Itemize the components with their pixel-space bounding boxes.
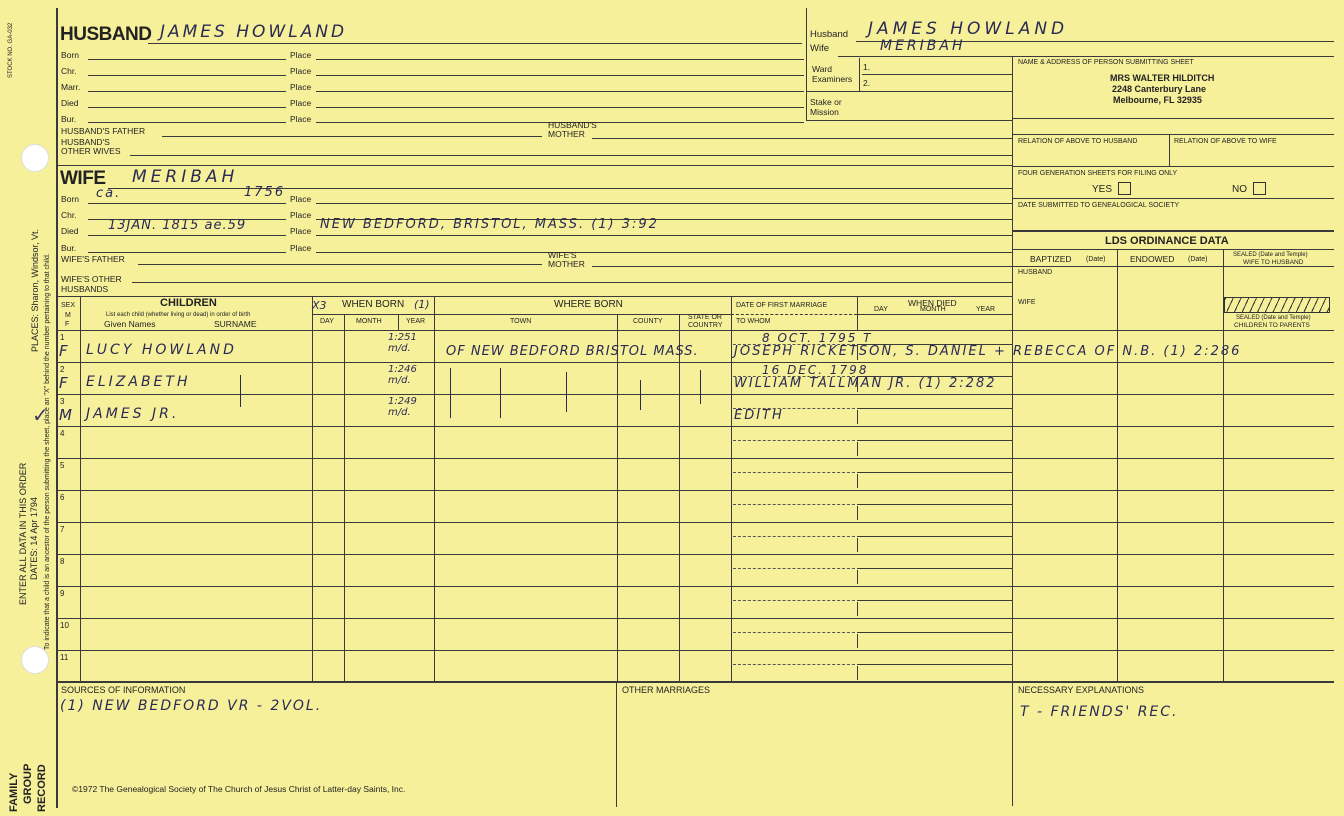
state-label-1: STATE OR: [688, 314, 722, 321]
lds-row-divider: [1012, 554, 1334, 555]
form-title-3: RECORD: [36, 764, 48, 812]
spouse-name[interactable]: EDITH: [734, 408, 784, 423]
sealed-wife-label-1: SEALED (Date and Temple): [1233, 252, 1308, 258]
died-month-label: MONTH: [920, 306, 946, 313]
wife-mother-label-2: MOTHER: [548, 259, 585, 269]
child-number: 11: [60, 653, 69, 662]
other-marriages-label: OTHER MARRIAGES: [622, 685, 711, 695]
child-born[interactable]: 1:249 m/d.: [388, 396, 417, 418]
died-divider: [857, 538, 858, 552]
born-month-label: MONTH: [356, 318, 382, 325]
child-number: 8: [60, 557, 65, 566]
form-title-1: FAMILY: [8, 772, 20, 812]
spouse-name[interactable]: JOSEPH RICKETSON, S. DANIEL + REBECCA OF N.B. (1) 2:286: [734, 344, 1242, 359]
necessary-explanations-label: NECESSARY EXPLANATIONS: [1018, 685, 1145, 695]
submitter-city: Melbourne, FL 32935: [1113, 95, 1202, 105]
wife-other-husbands-label-1: WIFE'S OTHER: [61, 274, 122, 284]
child-row-divider: [56, 554, 1012, 555]
child-name[interactable]: ELIZABETH: [86, 374, 191, 390]
sex-m-label: M: [65, 312, 71, 319]
child-name[interactable]: JAMES JR.: [86, 406, 180, 422]
examiner-1: 1.: [863, 62, 871, 72]
wife-born-value[interactable]: ca.: [96, 186, 122, 201]
husband-chr-place-label: Place: [290, 66, 312, 76]
marriage-date-line: [733, 632, 855, 633]
stock-number: STOCK NO. GA-032: [8, 22, 14, 78]
wife-born-label: Born: [61, 194, 79, 204]
ward-label: Ward: [812, 64, 832, 74]
spouse-name[interactable]: WILLIAM TALLMAN JR. (1) 2:282: [734, 376, 997, 391]
died-upper-line: [857, 600, 1012, 601]
lds-row-divider: [1012, 618, 1334, 619]
died-upper-line: [857, 472, 1012, 473]
marriage-date[interactable]: 16 DEC. 1798: [762, 363, 869, 377]
box-husband-value[interactable]: JAMES HOWLAND: [868, 19, 1069, 39]
child-number: 3: [60, 397, 65, 406]
died-divider: [857, 442, 858, 456]
wife-born-year[interactable]: 1756: [244, 185, 286, 200]
lds-title: LDS ORDINANCE DATA: [1105, 235, 1229, 247]
husband-born-label: Born: [61, 50, 79, 60]
husband-marr-label: Marr.: [61, 82, 81, 92]
no-label: NO: [1232, 184, 1247, 195]
lds-row-divider: [1012, 394, 1334, 395]
died-divider: [857, 570, 858, 584]
died-upper-line: [857, 536, 1012, 537]
children-label: CHILDREN: [160, 297, 217, 309]
necessary-explanations-value[interactable]: T - FRIENDS' REC.: [1020, 704, 1179, 720]
wife-label: WIFE: [60, 168, 106, 189]
child-number: 10: [60, 621, 69, 630]
examiner-2: 2.: [863, 78, 871, 88]
ancestor-check-mark: ✓: [32, 403, 49, 427]
marriage-date-line: [733, 536, 855, 537]
when-born-label: WHEN BORN: [342, 299, 405, 310]
submitter-label: NAME & ADDRESS OF PERSON SUBMITTING SHEET: [1018, 59, 1194, 66]
husband-other-wives-label-1: HUSBAND'S: [61, 137, 110, 147]
husband-father-label: HUSBAND'S FATHER: [61, 126, 146, 136]
surname-label: SURNAME: [214, 319, 257, 329]
sealed-children-label-2: CHILDREN TO PARENTS: [1234, 322, 1310, 329]
child-row-divider: [56, 426, 1012, 427]
marriage-date-line: [733, 568, 855, 569]
dates-note: DATES: 14 Apr 1794: [29, 497, 39, 580]
child-number: 6: [60, 493, 65, 502]
died-divider: [857, 474, 858, 488]
where-born-label: WHERE BORN: [554, 299, 623, 310]
child-number: 1: [60, 333, 65, 342]
box-husband-label: Husband: [810, 29, 849, 40]
sex-label: SEX: [61, 302, 76, 309]
children-list-note: List each child (whether living or dead) in order of birth: [106, 312, 251, 318]
endowed-date-label: (Date): [1188, 256, 1208, 263]
born-day-label: DAY: [320, 318, 334, 325]
husband-born-place-label: Place: [290, 50, 312, 60]
wife-born-place-label: Place: [290, 194, 312, 204]
when-born-source: (1): [414, 298, 430, 311]
husband-chr-label: Chr.: [61, 66, 77, 76]
copyright: ©1972 The Genealogical Society of The Church of Jesus Christ of Latter-day Saints, Inc.: [72, 784, 406, 794]
died-divider: [857, 602, 858, 616]
wife-died-label: Died: [61, 226, 79, 236]
sources-label: SOURCES OF INFORMATION: [61, 685, 186, 695]
no-checkbox[interactable]: [1253, 182, 1266, 195]
marriage-date-line: [733, 472, 855, 473]
husband-marr-place-label: Place: [290, 82, 312, 92]
lds-row-divider: [1012, 586, 1334, 587]
marriage-date-line: [733, 664, 855, 665]
lds-husband-row-label: HUSBAND: [1018, 269, 1053, 276]
date-submitted-label: DATE SUBMITTED TO GENEALOGICAL SOCIETY: [1018, 202, 1180, 209]
binder-hole-bottom: [21, 646, 49, 674]
husband-bur-place-label: Place: [290, 114, 312, 124]
child-row-divider: [56, 490, 1012, 491]
child-row-divider: [56, 458, 1012, 459]
child-row-divider: [56, 650, 1012, 651]
endowed-label: ENDOWED: [1130, 254, 1175, 264]
wife-chr-place-label: Place: [290, 210, 312, 220]
relation-husband-label: RELATION OF ABOVE TO HUSBAND: [1018, 138, 1138, 145]
wife-bur-label: Bur.: [61, 243, 77, 253]
died-divider: [857, 634, 858, 648]
places-note: PLACES: Sharon, Windsor, Vt.: [30, 228, 40, 352]
lds-row-divider: [1012, 522, 1334, 523]
child-number: 7: [60, 525, 65, 534]
sealed-children-label-1: SEALED (Date and Temple): [1236, 315, 1311, 321]
given-names-label: Given Names: [104, 319, 156, 329]
stake-label-2: Mission: [810, 107, 839, 117]
child-number: 5: [60, 461, 65, 470]
to-whom-label: TO WHOM: [736, 318, 771, 325]
wife-mother-label-1: WIFE'S: [548, 250, 577, 260]
died-divider: [857, 666, 858, 680]
died-upper-line: [857, 504, 1012, 505]
child-number: 2: [60, 365, 65, 374]
wife-died-place-label: Place: [290, 226, 312, 236]
box-wife-label: Wife: [810, 43, 829, 54]
lds-row-divider: [1012, 650, 1334, 651]
died-day-label: DAY: [874, 306, 888, 313]
child-sex[interactable]: F: [59, 374, 70, 392]
child-row-divider: [56, 522, 1012, 523]
died-upper-line: [857, 408, 1012, 409]
enter-all-note: ENTER ALL DATA IN THIS ORDER: [18, 462, 28, 605]
yes-checkbox[interactable]: [1118, 182, 1131, 195]
marriage-date-line: [733, 440, 855, 441]
died-upper-line: [857, 568, 1012, 569]
first-marriage-label: DATE OF FIRST MARRIAGE: [736, 302, 828, 309]
examiners-label: Examiners: [812, 74, 853, 84]
child-row-divider: [56, 618, 1012, 619]
husband-other-wives-label-2: OTHER WIVES: [61, 146, 121, 156]
stake-label-1: Stake or: [810, 97, 842, 107]
husband-name[interactable]: JAMES HOWLAND: [160, 22, 348, 42]
sealed-wife-label-2: WIFE TO HUSBAND: [1243, 259, 1304, 266]
marriage-date-line: [733, 504, 855, 505]
wife-chr-label: Chr.: [61, 210, 77, 220]
died-divider: [857, 410, 858, 424]
husband-mother-label-1: HUSBAND'S: [548, 120, 597, 130]
died-year-label: YEAR: [976, 306, 996, 313]
yes-label: YES: [1092, 184, 1113, 195]
child-sex[interactable]: F: [59, 342, 70, 360]
husband-mother-label-2: MOTHER: [548, 129, 585, 139]
lds-wife-row-label: WIFE: [1018, 299, 1036, 306]
child-row-divider: [56, 362, 1012, 363]
child-row-divider: [56, 394, 1012, 395]
husband-died-place-label: Place: [290, 98, 312, 108]
marriage-date[interactable]: 8 OCT. 1795 T: [762, 331, 873, 345]
wife-name[interactable]: MERIBAH: [132, 167, 239, 187]
relation-wife-label: RELATION OF ABOVE TO WIFE: [1174, 138, 1277, 145]
submitter-name: MRS WALTER HILDITCH: [1110, 73, 1215, 83]
submitter-street: 2248 Canterbury Lane: [1112, 84, 1207, 94]
town-label: TOWN: [510, 318, 532, 325]
died-upper-line: [857, 632, 1012, 633]
baptized-label: BAPTIZED: [1030, 254, 1072, 264]
died-upper-line: [857, 664, 1012, 665]
sex-f-label: F: [65, 321, 70, 328]
lds-row-divider: [1012, 490, 1334, 491]
wife-father-label: WIFE'S FATHER: [61, 254, 125, 264]
child-born[interactable]: 1:251 m/d.: [388, 332, 417, 354]
child-sex[interactable]: M: [59, 406, 74, 424]
baptized-date-label: (Date): [1086, 256, 1106, 263]
when-died-label: WHEN DIED: [908, 298, 957, 308]
lds-row-divider: [1012, 458, 1334, 459]
lds-row-divider: [1012, 362, 1334, 363]
lds-row-divider: [1012, 682, 1334, 683]
state-label-2: COUNTRY: [688, 322, 723, 329]
child-born[interactable]: 1:246 m/d.: [388, 364, 417, 386]
wife-died-place[interactable]: NEW BEDFORD, BRISTOL, MASS. (1) 3:92: [320, 217, 659, 232]
husband-bur-label: Bur.: [61, 114, 77, 124]
sealed-hatch: [1224, 297, 1330, 313]
lds-row-divider: [1012, 426, 1334, 427]
county-label: COUNTY: [633, 318, 663, 325]
child-name[interactable]: LUCY HOWLAND: [86, 342, 237, 358]
four-gen-label: FOUR GENERATION SHEETS FOR FILING ONLY: [1018, 170, 1178, 177]
marriage-date-line: [733, 600, 855, 601]
died-divider: [857, 506, 858, 520]
box-wife-value[interactable]: MERIBAH: [880, 38, 966, 54]
husband-label: HUSBAND: [60, 24, 152, 45]
binder-hole-top: [21, 144, 49, 172]
wife-other-husbands-label-2: HUSBANDS: [61, 284, 109, 294]
child-number: 9: [60, 589, 65, 598]
husband-died-label: Died: [61, 98, 79, 108]
form-title-2: GROUP: [22, 763, 34, 804]
child-number: 4: [60, 429, 65, 438]
ancestor-note: To indicate that a child is an ancestor of the person submitting the sheet, place an "X" behind the number pertaining to that child.: [44, 253, 51, 650]
born-year-label: YEAR: [406, 318, 426, 325]
sources-value[interactable]: (1) NEW BEDFORD VR - 2VOL.: [60, 698, 323, 714]
when-born-mark: X3: [312, 299, 327, 312]
died-upper-line: [857, 440, 1012, 441]
child-row-divider: [56, 682, 1012, 683]
child-where-born[interactable]: OF NEW BEDFORD BRISTOL MASS.: [446, 344, 699, 359]
wife-died-date[interactable]: 13JAN. 1815 ae.59: [108, 218, 247, 233]
child-row-divider: [56, 586, 1012, 587]
wife-bur-place-label: Place: [290, 243, 312, 253]
